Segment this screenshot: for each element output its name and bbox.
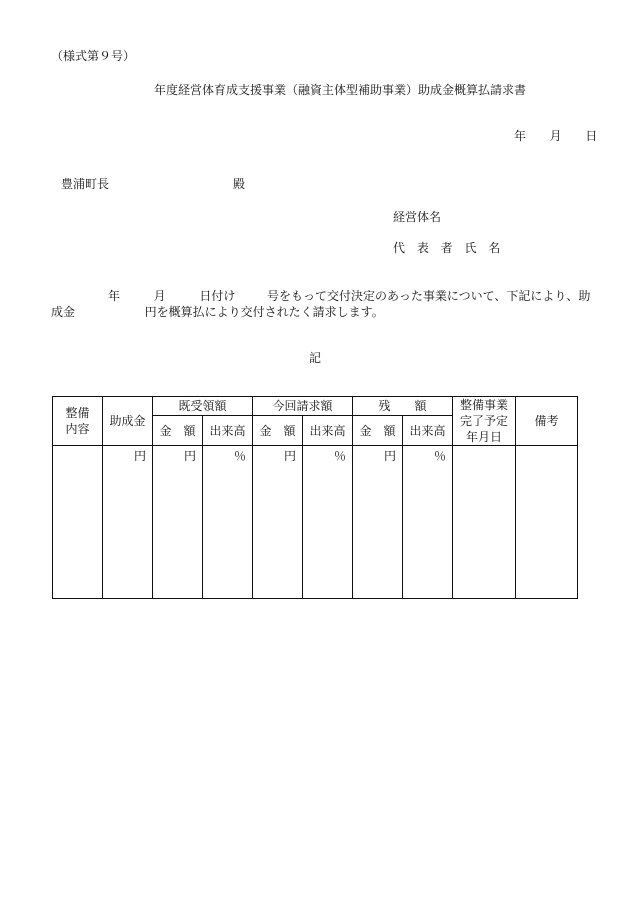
header-remaining: 残 額	[353, 397, 453, 416]
body-month: 月	[153, 289, 166, 303]
organization-label: 経営体名	[393, 210, 442, 224]
body-line2-start: 成金	[51, 305, 76, 319]
cell-grant[interactable]: 円	[103, 446, 153, 599]
body-line-2	[51, 303, 384, 320]
body-year: 年	[108, 289, 121, 303]
sub-remaining-progress: 出来高	[403, 416, 453, 446]
ki-heading: 記	[309, 351, 322, 365]
sub-current-amount: 金 額	[253, 416, 303, 446]
header-completion: 整備事業 完了予定 年月日	[453, 397, 516, 446]
date-line	[514, 127, 597, 144]
header-received: 既受領額	[153, 397, 253, 416]
date-year: 年	[514, 129, 527, 143]
sub-received-amount: 金 額	[153, 416, 203, 446]
body-line2-end: 円を概算払により交付されたく請求します。	[144, 305, 384, 319]
grant-table	[52, 396, 578, 599]
document-title: 年度経営体育成支援事業（融資主体型補助事業）助成金概算払請求書	[153, 83, 526, 97]
header-remarks: 備考	[516, 397, 578, 446]
body-line-1	[108, 287, 590, 304]
cell-current-amount[interactable]: 円	[253, 446, 303, 599]
date-month: 月	[549, 129, 562, 143]
header-content: 整備 内容	[53, 397, 103, 446]
cell-remarks[interactable]	[516, 446, 578, 599]
sub-received-progress: 出来高	[203, 416, 253, 446]
date-day: 日	[585, 129, 598, 143]
sub-current-progress: 出来高	[303, 416, 353, 446]
sub-remaining-amount: 金 額	[353, 416, 403, 446]
body-dated: 日付け	[199, 289, 236, 303]
cell-content[interactable]	[53, 446, 103, 599]
cell-remaining-amount[interactable]: 円	[353, 446, 403, 599]
header-current: 今回請求額	[253, 397, 353, 416]
addressee: 豊浦町長	[61, 177, 110, 191]
body-number: 号をもって交付決定のあった事業について、下記により、助	[267, 289, 591, 303]
honorific: 殿	[233, 177, 246, 191]
header-grant: 助成金	[103, 397, 153, 446]
cell-received-amount[interactable]: 円	[153, 446, 203, 599]
cell-current-progress[interactable]: ％	[303, 446, 353, 599]
representative-label: 代 表 者 氏 名	[393, 241, 505, 255]
cell-completion[interactable]	[453, 446, 516, 599]
cell-remaining-progress[interactable]: ％	[403, 446, 453, 599]
cell-received-progress[interactable]: ％	[203, 446, 253, 599]
form-number: （様式第９号）	[51, 49, 136, 63]
